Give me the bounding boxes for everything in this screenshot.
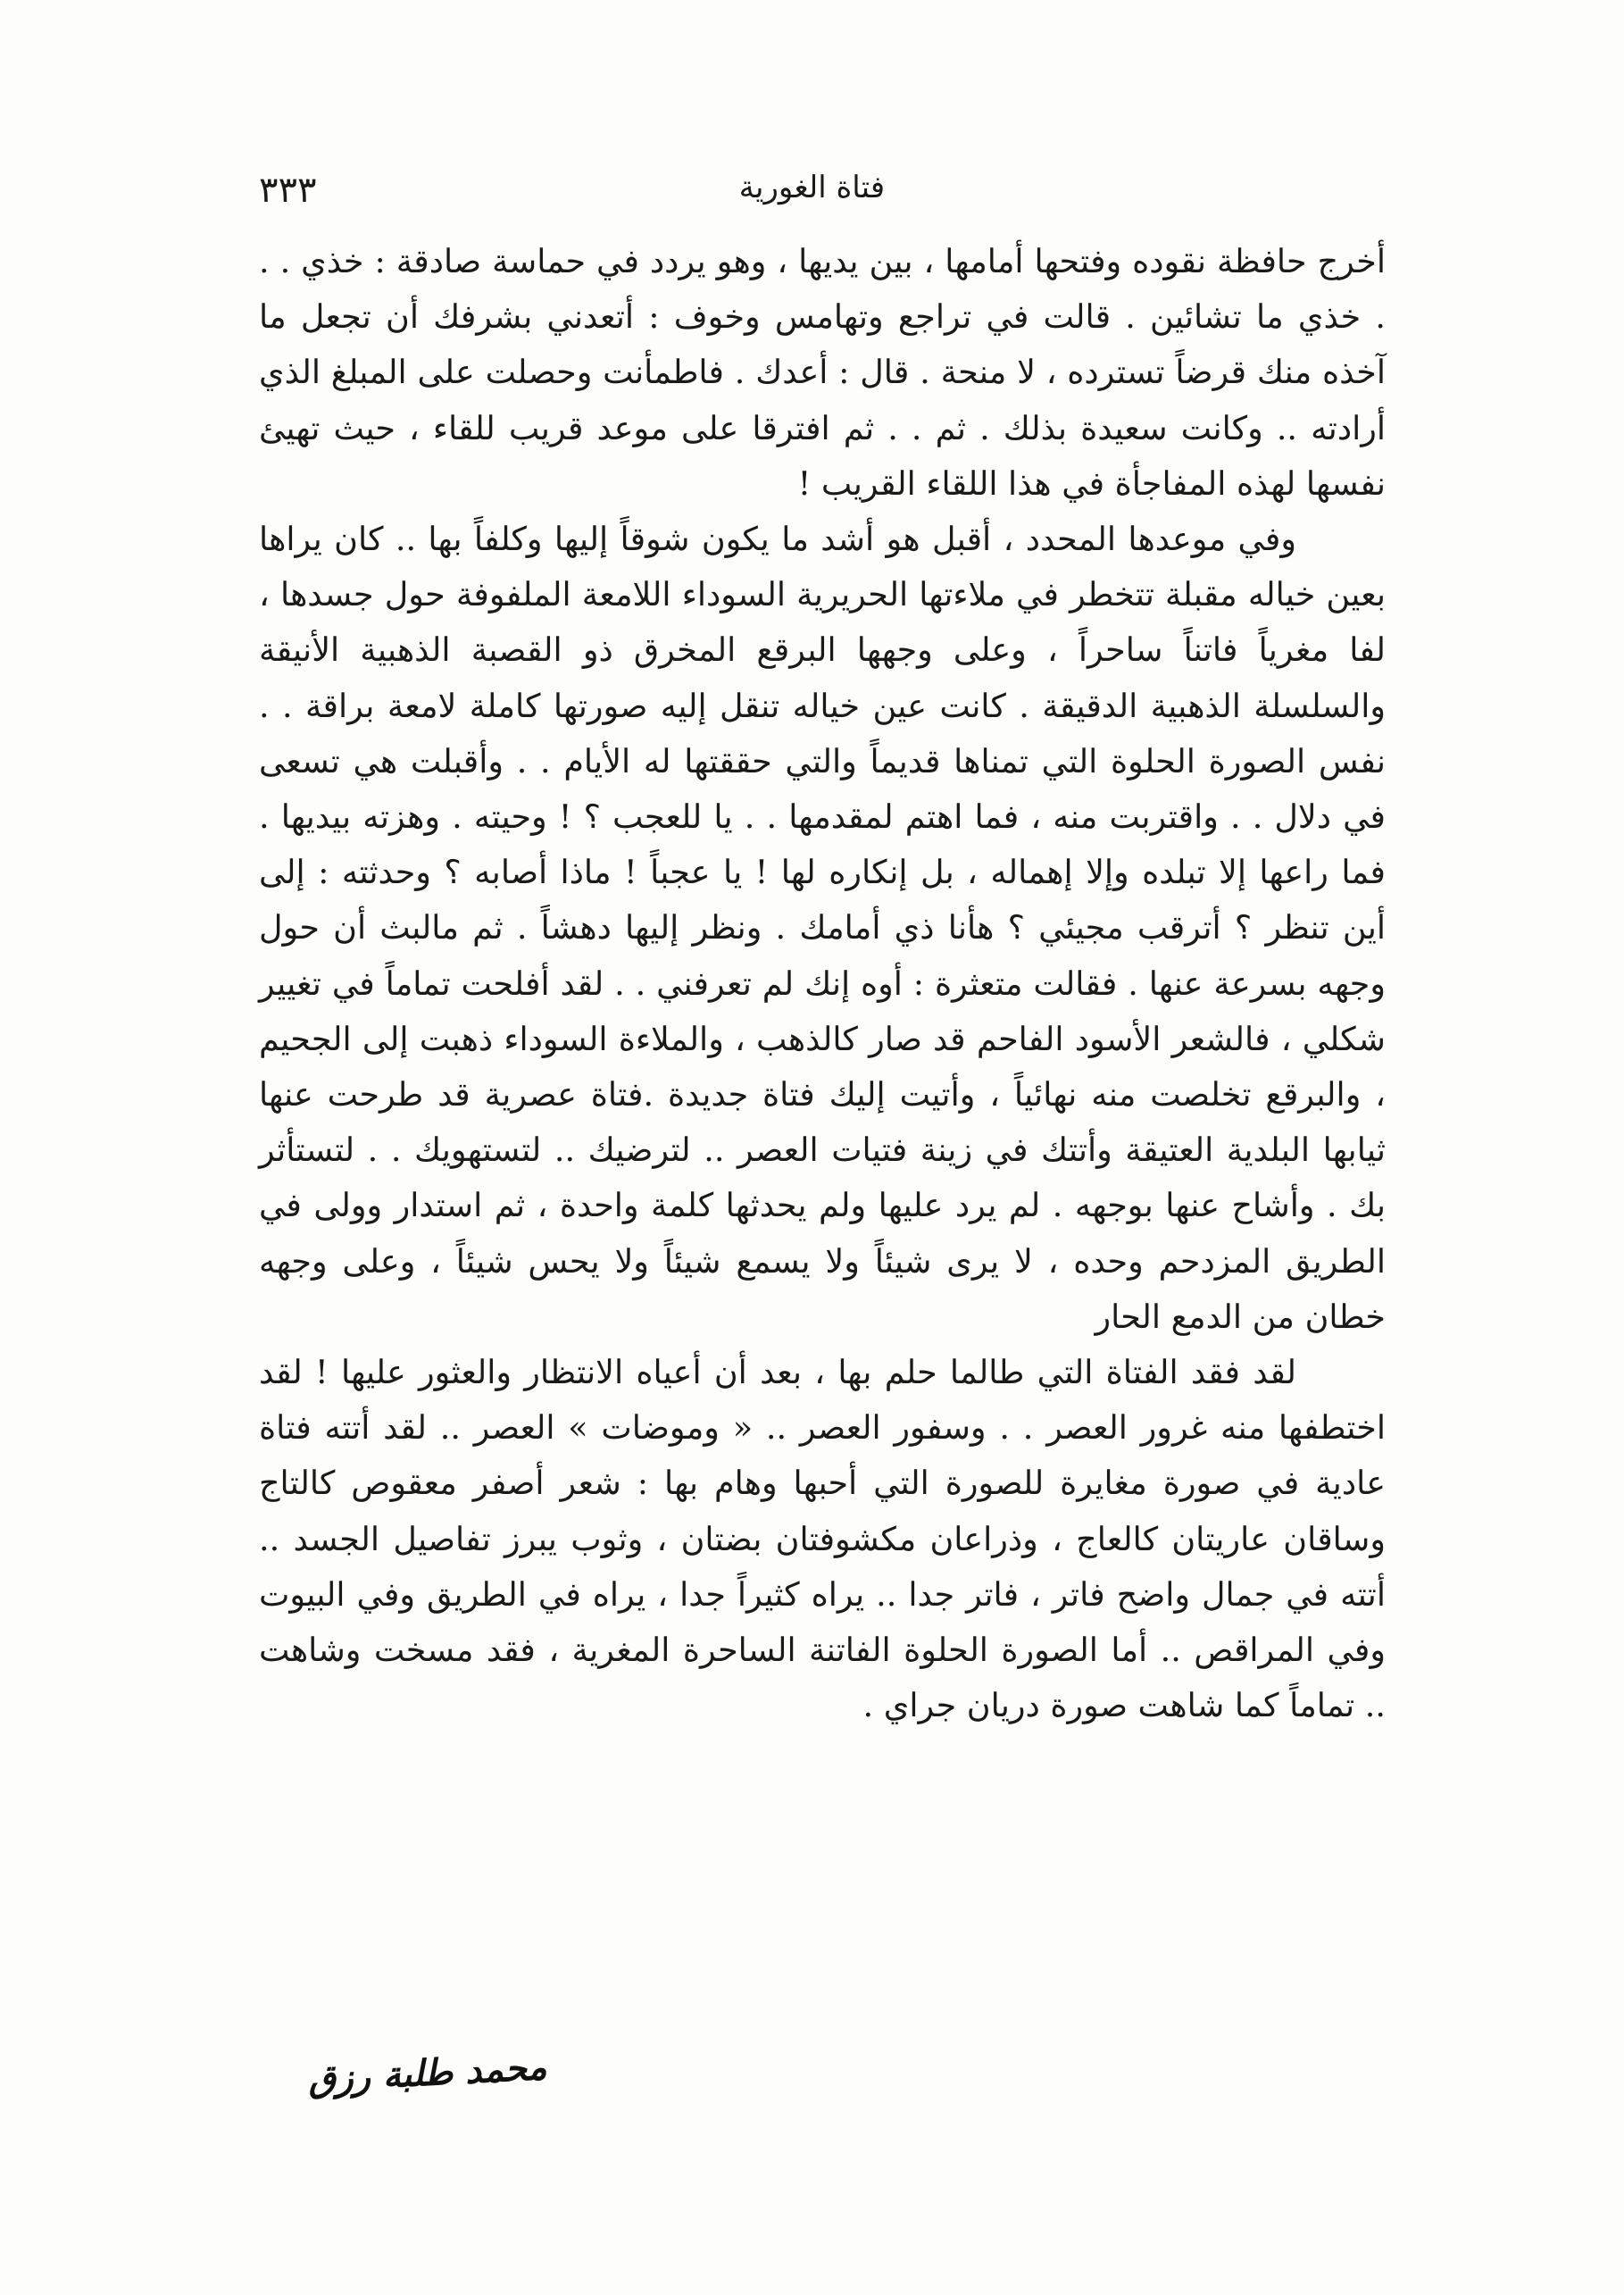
paragraph-1: أخرج حافظة نقوده وفتحها أمامها ، بين يديها ، وهو يردد في حماسة صادقة : خذي . . . خذي ما تشائين . قالت في تراجع وتهامس وخوف : أتعدني بشرفك أن تجعل ما آخذه منك قرضاً تسترده ، لا منحة . قال : أعدك . فاطمأنت وحصلت على المبلغ الذي أرادته .. وكانت سعيدة بذلك . ثم . . ثم افترقا على موعد قريب للقاء ، حيث تهيئ نفسها لهذه المفاجأة في هذا اللقاء القريب ! — [259, 242, 1386, 503]
page-number: ٣٣٣ — [259, 170, 317, 211]
author-signature: محمد طلبة رزق — [306, 2046, 548, 2100]
paragraph-2: وفي موعدها المحدد ، أقبل هو أشد ما يكون شوقاً إليها وكلفاً بها .. كان يراها بعين خياله مقبلة تتخطر في ملاءتها الحريرية السوداء اللامعة الملفوفة حول جسدها ، لفا مغرياً فاتناً ساحراً ، وعلى وجهها البرقع المخرق ذو القصبة الذهبية الأنيقة والسلسلة الذهبية الدقيقة . كانت عين خياله تنقل إليه صورتها كاملة لامعة براقة . . نفس الصورة الحلوة التي تمناها قديماً والتي حققتها له الأيام . . وأقبلت هي تسعى في دلال . . واقتربت منه ، فما اهتم لمقدمها . . يا للعجب ؟ ! وحيته . وهزته بيديها . فما راعها إلا تبلده وإلا إهماله ، بل إنكاره لها ! يا عجباً ! ماذا أصابه ؟ وحدثته : إلى أين تنظر ؟ أترقب مجيئي ؟ هأنا ذي أمامك . ونظر إليها دهشاً . ثم مالبث أن حول وجهه بسرعة عنها . فقالت متعثرة : أوه إنك لم تعرفني . . لقد أفلحت تماماً في تغيير شكلي ، فالشعر الأسود الفاحم قد صار كالذهب ، والملاءة السوداء ذهبت إلى الجحيم ، والبرقع تخلصت منه نهائياً ، وأتيت إليك فتاة جديدة .فتاة عصرية قد طرحت عنها ثيابها البلدية العتيقة وأتتك في زينة فتيات العصر .. لترضيك .. لتستهويك . . لتستأثر بك . وأشاح عنها بوجهه . لم يرد عليها ولم يحدثها كلمة واحدة ، ثم استدار وولى في الطريق المزدحم وحده ، لا يرى شيئاً ولا يسمع شيئاً ولا يحس شيئاً ، وعلى وجهه خطان من الدمع الحار — [259, 520, 1386, 1336]
page-header — [259, 170, 1365, 223]
running-title: فتاة الغورية — [738, 170, 886, 205]
body-text — [259, 234, 1386, 1733]
paragraph-3: لقد فقد الفتاة التي طالما حلم بها ، بعد أن أعياه الانتظار والعثور عليها ! لقد اختطفها منه غرور العصر . . وسفور العصر .. « وموضات » العصر .. لقد أتته فتاة عادية في صورة مغايرة للصورة التي أحبها وهام بها : شعر أصفر معقوص كالتاج وساقان عاريتان كالعاج ، وذراعان مكشوفتان بضتان ، وثوب يبرز تفاصيل الجسد .. أتته في جمال واضح فاتر ، فاتر جدا .. يراه كثيراً جدا ، يراه في الطريق وفي البيوت وفي المراقص .. أما الصورة الحلوة الفاتنة الساحرة المغرية ، فقد مسخت وشاهت .. تماماً كما شاهت صورة دريان جراي . — [259, 1353, 1386, 1725]
